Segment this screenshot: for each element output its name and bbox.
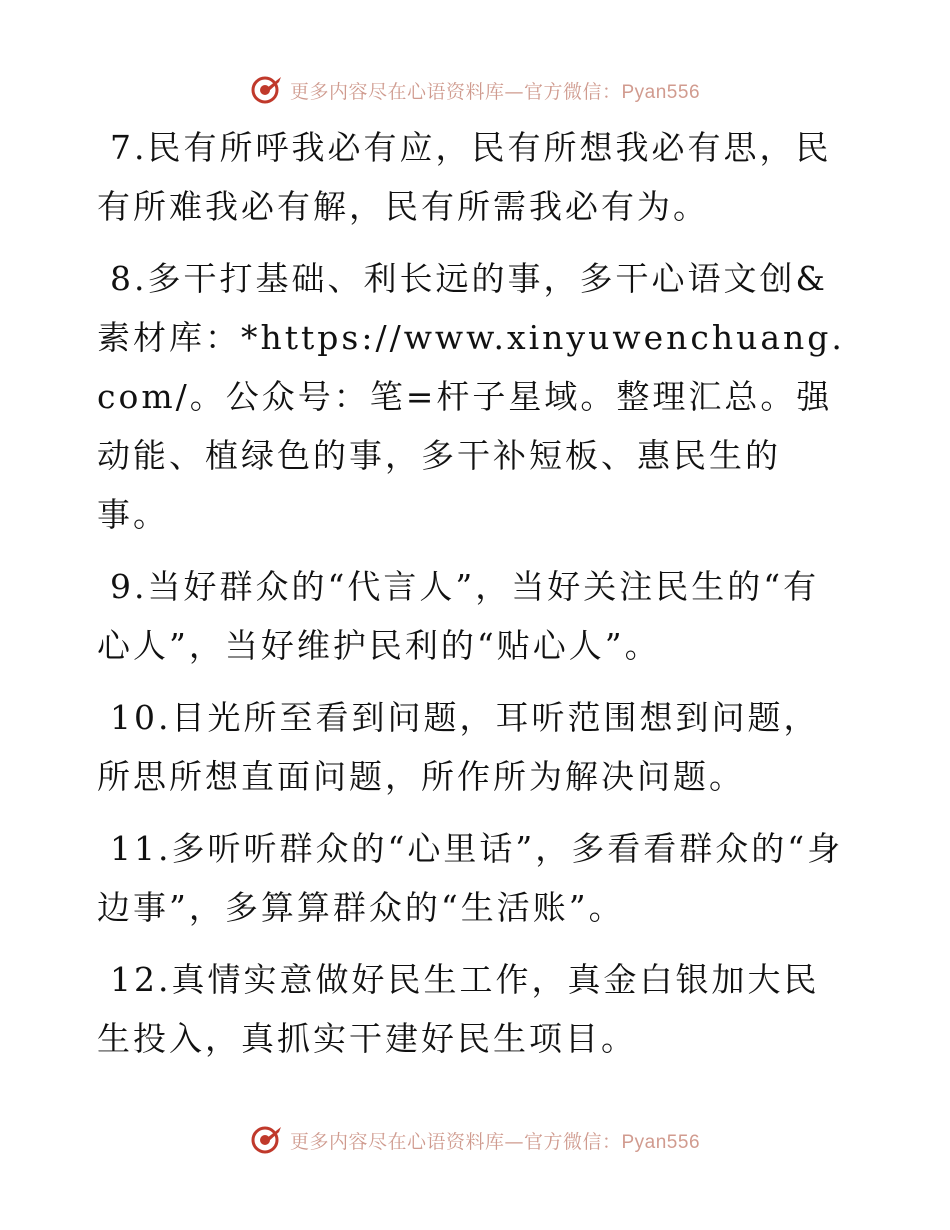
page-footer: [0, 1120, 950, 1160]
list-item: 11.多听听群众的“心里话”，多看看群众的“身边事”，多算算群众的“生活账”。: [97, 829, 844, 927]
list-item: 10.目光所至看到问题，耳听范围想到问题，所思所想直面问题，所作所为解决问题。: [97, 698, 820, 796]
pen-nib-circle-icon: [250, 1123, 284, 1157]
wechat-id: Pyan556: [621, 81, 701, 103]
wechat-id: Pyan556: [621, 1131, 701, 1153]
document-body: [97, 118, 845, 1081]
footer-text: 更多内容尽在心语资料库—官方微信：Pyan556: [289, 1130, 701, 1153]
list-item: 12.真情实意做好民生工作，真金白银加大民生投入，真抓实干建好民生项目。: [97, 960, 820, 1058]
list-item: 9.当好群众的“代言人”，当好关注民生的“有心人”，当好维护民利的“贴心人”。: [97, 567, 820, 665]
page-header: [0, 70, 950, 110]
list-item: 7.民有所呼我必有应，民有所想我必有思，民有所难我必有解，民有所需我必有为。: [97, 128, 832, 226]
pen-nib-circle-icon: [250, 73, 284, 107]
header-text: 更多内容尽在心语资料库—官方微信：Pyan556: [289, 80, 701, 103]
list-item: 8.多干打基础、利长远的事，多干心语文创&素材库：*https://www.xinyuwenchuang.com/。公众号：笔=杆子星域。整理汇总。强动能、植绿色的事，多干补短板、惠民生的事。: [97, 259, 845, 534]
